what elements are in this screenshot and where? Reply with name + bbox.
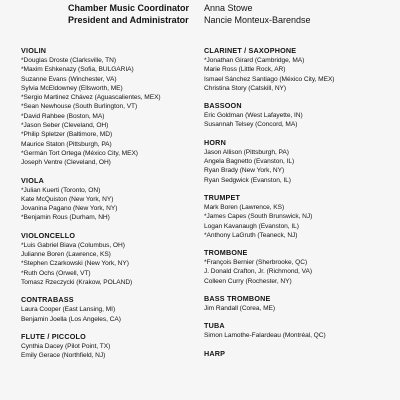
left-column	[21, 46, 201, 368]
member-entry: Marie Ross (Little Rock, AR)	[204, 66, 286, 74]
member-entry: *Douglas Droste (Clarksville, TN)	[21, 57, 116, 64]
member-entry: *David Rahbee (Boston, MA)	[21, 112, 105, 120]
member-entry: *François Bernier (Sherbrooke, QC)	[204, 259, 308, 267]
member-entry: *Benjamin Rous (Durham, NH)	[21, 214, 110, 222]
member-entry: Cynthia Dacey (Pilot Point, TX)	[21, 342, 111, 350]
section-title: FLUTE / PICCOLO	[21, 331, 86, 341]
member-entry: Susannah Telsey (Concord, MA)	[204, 121, 298, 129]
member-entry: *James Capes (South Brunswick, NJ)	[204, 213, 313, 221]
section-title: CLARINET / SAXOPHONE	[204, 46, 297, 55]
member-entry: *Jonathan Girard (Cambridge, MA)	[204, 57, 305, 64]
member-entry: Tomasz Rzeczycki (Krakow, POLAND)	[21, 278, 133, 286]
member-entry: *Maxim Eshkenazy (Sofia, BULGARIA)	[21, 66, 134, 74]
member-entry: Angela Bagnetto (Evanston, IL)	[204, 158, 295, 166]
section-contrabass	[21, 295, 201, 324]
section-bass-trombone	[204, 294, 394, 313]
member-entry: Sylvia McEldowney (Ellsworth, ME)	[21, 84, 123, 92]
section-title: TUBA	[204, 321, 225, 331]
member-entry: Jason Allison (Pittsburgh, PA)	[204, 148, 289, 156]
member-entry: J. Donald Crafton, Jr. (Richmond, VA)	[204, 268, 312, 276]
member-entry: Laura Cooper (East Lansing, MI)	[21, 306, 116, 314]
section-tuba	[204, 321, 394, 340]
section-trumpet	[204, 193, 394, 240]
member-entry: *Sergio Martinez Chávez (Aguascalientes, MEX)	[21, 94, 161, 102]
section-title: HARP	[204, 348, 226, 358]
role-name: Nancie Monteux-Barendse	[204, 15, 311, 25]
section-title: BASSOON	[204, 101, 242, 111]
member-entry: *Julian Kuerti (Toronto, ON)	[21, 186, 101, 194]
member-entry: Logan Kavanaugh (Evanston, IL)	[204, 222, 299, 230]
role-name: Anna Stowe	[204, 3, 253, 13]
member-entry: Joseph Ventre (Cleveland, OH)	[21, 159, 111, 167]
section-harp	[204, 349, 394, 359]
section-title: BASS TROMBONE	[204, 294, 271, 304]
section-trombone	[204, 248, 394, 286]
member-entry: *Anthony LaGruth (Teaneck, NJ)	[204, 231, 298, 239]
member-entry: Emily Gerace (Northfield, NJ)	[21, 352, 106, 360]
section-title: VIOLA	[21, 175, 44, 185]
section-title: TROMBONE	[204, 248, 248, 258]
member-entry: *Philip Spletzer (Baltimore, MD)	[21, 131, 113, 139]
section-title: TRUMPET	[204, 192, 241, 202]
member-entry: *Stephen Czarkowski (New York, NY)	[21, 260, 129, 268]
member-entry: Colleen Curry (Rochester, NY)	[204, 277, 292, 285]
member-entry: *Ruth Ochs (Orwell, VT)	[21, 269, 91, 277]
section-title: HORN	[204, 137, 226, 147]
section-violoncello	[21, 231, 201, 287]
section-flute-piccolo	[21, 332, 201, 361]
member-entry: *Jason Seber (Cleveland, OH)	[21, 122, 109, 130]
member-entry: Maurice Staton (Pittsburgh, PA)	[21, 140, 112, 148]
member-entry: Ismael Sánchez Santiago (México City, MEX)	[204, 75, 335, 83]
section-bassoon	[204, 101, 394, 130]
section-title: VIOLIN	[21, 46, 47, 55]
right-column	[204, 46, 394, 367]
section-title: CONTRABASS	[21, 295, 74, 305]
member-entry: *Luis Gabriel Biava (Columbus, OH)	[21, 241, 125, 249]
member-entry: Ryan Brady (New York, NY)	[204, 167, 285, 175]
role-label: Chamber Music Coordinator	[68, 3, 190, 13]
member-entry: Mark Boren (Lawrence, KS)	[204, 203, 285, 211]
member-entry: *Sean Newhouse (South Burlington, VT)	[21, 103, 138, 111]
section-horn	[204, 138, 394, 185]
member-entry: Eric Goldman (West Lafayette, IN)	[204, 112, 303, 120]
section-title: VIOLONCELLO	[21, 230, 76, 240]
member-entry: *Germán Tort Ortega (México City, MEX)	[21, 149, 138, 157]
section-violin	[21, 46, 201, 168]
member-entry: Benjamin Joella (Los Angeles, CA)	[21, 315, 121, 323]
member-entry: Suzanne Evans (Winchester, VA)	[21, 75, 117, 83]
section-viola	[21, 176, 201, 223]
section-clarinet-saxophone	[204, 46, 394, 93]
member-entry: Kate McQuiston (New York, NY)	[21, 195, 114, 203]
member-entry: Jovanina Pagano (New York, NY)	[21, 205, 118, 213]
member-entry: Julianne Boren (Lawrence, KS)	[21, 251, 111, 259]
member-entry: Christina Story (Catskill, NY)	[204, 84, 287, 92]
member-entry: Simon Lamothe-Falardeau (Montréal, QC)	[204, 332, 326, 340]
role-label: President and Administrator	[68, 15, 189, 25]
member-entry: Jim Randall (Corea, ME)	[204, 305, 276, 313]
member-entry: Ryan Sedgwick (Evanston, IL)	[204, 176, 291, 184]
